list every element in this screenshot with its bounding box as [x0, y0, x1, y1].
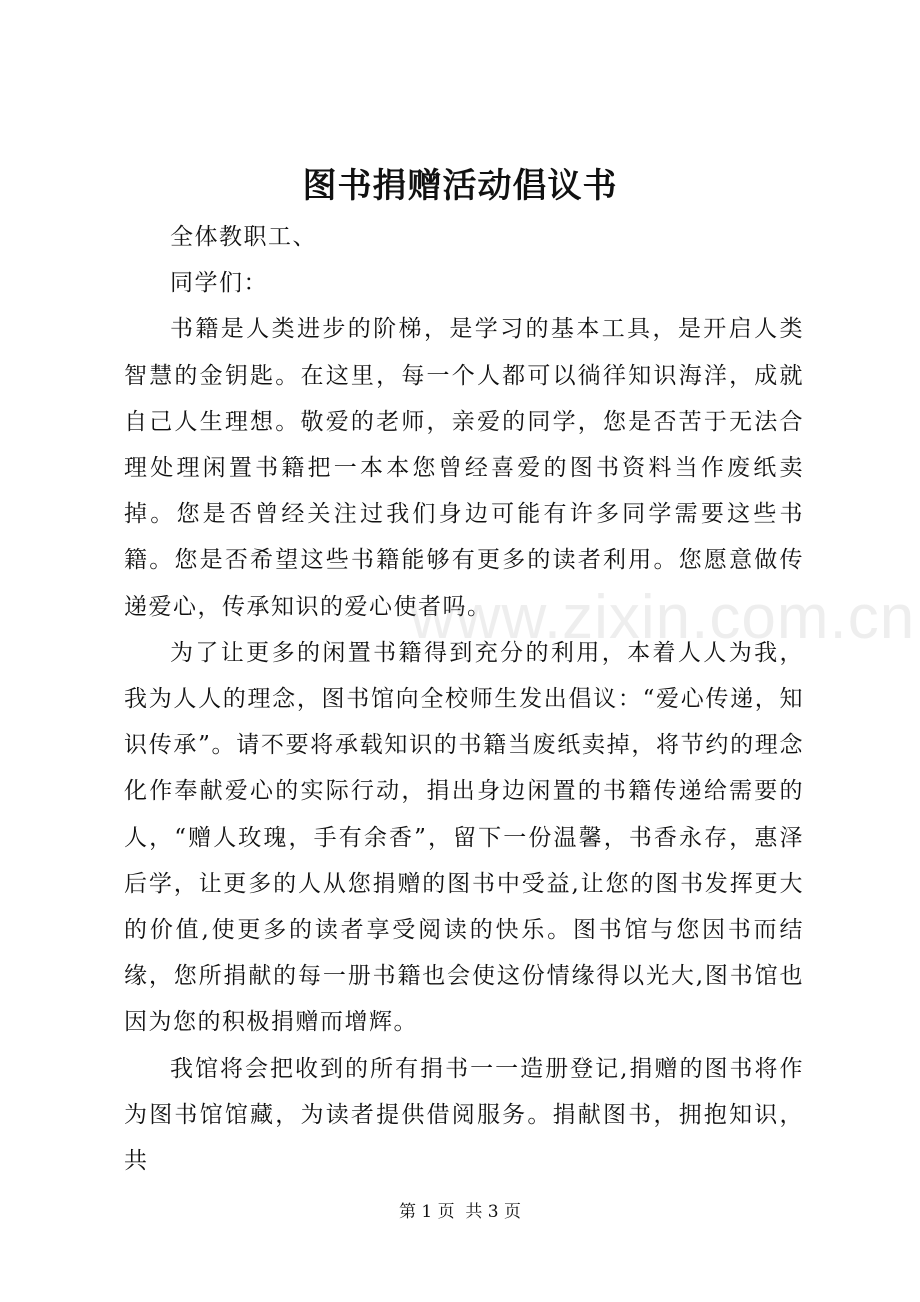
page-number: 第 1 页 共 3 页 [398, 1202, 522, 1222]
body-paragraph-3: 我馆将会把收到的所有捐书一一造册登记,捐赠的图书将作为图书馆馆藏，为读者提供借阅服务。捐献图书，拥抱知识，共 [124, 1055, 804, 1175]
page-footer [0, 1200, 920, 1224]
body-paragraph-1: 书籍是人类进步的阶梯，是学习的基本工具，是开启人类智慧的金钥匙。在这里，每一个人都可以徜徉知识海洋，成就自己人生理想。敬爱的老师，亲爱的同学，您是否苦于无法合理处理闲置书籍把一本本您曾经喜爱的图书资料当作废纸卖掉。您是否曾经关注过我们身边可能有许多同学需要这些书籍。您是否希望这些书籍能够有更多的读者利用。您愿意做传递爱心，传承知识的爱心使者吗。 [124, 316, 804, 620]
body-paragraph-2: 为了让更多的闲置书籍得到充分的利用，本着人人为我，我为人人的理念，图书馆向全校师生发出倡议：“爱心传递，知识传承”。请不要将承载知识的书籍当废纸卖掉，将节约的理念化作奉献爱心的实际行动，捐出身边闲置的书籍传递给需要的人，“赠人玫瑰，手有余香”，留下一份温馨，书香永存，惠泽后学，让更多的人从您捐赠的图书中受益,让您的图书发挥更大的价值,使更多的读者享受阅读的快乐。图书馆与您因书而结缘，您所捐献的每一册书籍也会使这份情缘得以光大,图书馆也因为您的积极捐赠而增辉。 [124, 639, 804, 1036]
document-title: 图书捐赠活动倡议书 [302, 166, 618, 206]
watermark: www.zixin.com.cn [410, 583, 916, 652]
salutation-line-1: 全体教职工、 [170, 224, 317, 250]
document-body [124, 214, 804, 1184]
salutation-line-2: 同学们： [170, 270, 268, 297]
